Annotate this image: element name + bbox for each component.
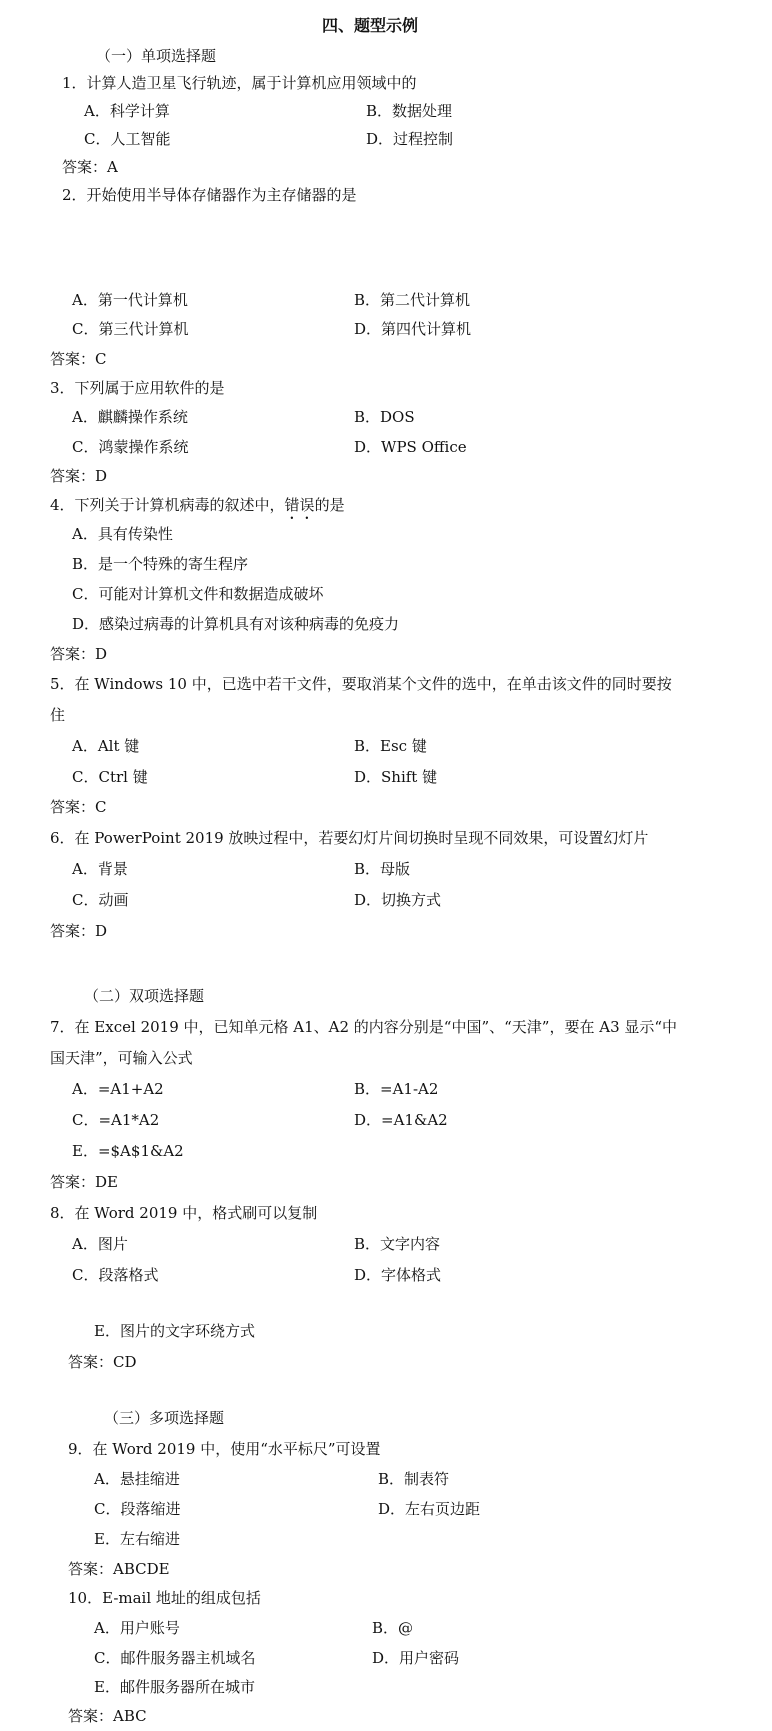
option: B．DOS [354, 408, 415, 426]
answer: 答案：D [50, 645, 108, 663]
option: D．用户密码 [372, 1649, 460, 1667]
option: B．是一个特殊的寄生程序 [72, 555, 249, 573]
section-heading: （一）单项选择题 [96, 47, 217, 65]
option: A．=A1+A2 [72, 1080, 164, 1098]
option: B．文字内容 [354, 1235, 441, 1253]
option: D．切换方式 [354, 891, 442, 909]
question-stem: 2．开始使用半导体存储器作为主存储器的是 [62, 186, 357, 204]
option: D．Shift 键 [354, 768, 438, 786]
option: B．母版 [354, 860, 411, 878]
option: D．左右页边距 [378, 1500, 481, 1518]
question-stem: 5．在 Windows 10 中，已选中若干文件，要取消某个文件的选中，在单击该文件的同时要按 [50, 675, 672, 693]
answer: 答案：D [50, 922, 108, 940]
answer: 答案：DE [50, 1173, 118, 1191]
section-heading: （三）多项选择题 [104, 1409, 225, 1427]
option: B．制表符 [378, 1470, 450, 1488]
option: A．麒麟操作系统 [72, 408, 188, 426]
question-stem [50, 495, 345, 523]
question-stem-cont: 国天津”，可输入公式 [50, 1049, 193, 1067]
option: B．@ [372, 1619, 414, 1637]
option: C．邮件服务器主机域名 [94, 1649, 256, 1667]
answer: 答案：C [50, 798, 107, 816]
option: B．第二代计算机 [354, 291, 471, 309]
option: D．感染过病毒的计算机具有对该种病毒的免疫力 [72, 615, 400, 633]
option: A．科学计算 [84, 102, 170, 120]
option: A．图片 [72, 1235, 128, 1253]
question-stem-cont: 住 [50, 706, 66, 724]
option: C．人工智能 [84, 130, 171, 148]
option: A．悬挂缩进 [94, 1470, 180, 1488]
option: E．邮件服务器所在城市 [94, 1678, 255, 1696]
option: B．数据处理 [366, 102, 453, 120]
option: D．=A1&A2 [354, 1111, 448, 1129]
option: A．用户账号 [94, 1619, 180, 1637]
answer: 答案：C [50, 350, 107, 368]
question-stem: 8．在 Word 2019 中，格式刷可以复制 [50, 1204, 318, 1222]
option: E．=$A$1&A2 [72, 1142, 184, 1160]
question-stem: 6．在 PowerPoint 2019 放映过程中，若要幻灯片间切换时呈现不同效果，可设置幻灯片 [50, 829, 649, 847]
option: C．Ctrl 键 [72, 768, 148, 786]
option: C．鸿蒙操作系统 [72, 438, 189, 456]
option: C．段落格式 [72, 1266, 159, 1284]
page-title: 四、题型示例 [322, 16, 419, 35]
option: D．WPS Office [354, 438, 467, 456]
answer: 答案：A [62, 158, 118, 176]
option: C．可能对计算机文件和数据造成破坏 [72, 585, 324, 603]
question-stem: 9．在 Word 2019 中，使用“水平标尺”可设置 [68, 1440, 381, 1458]
section-heading: （二）双项选择题 [84, 987, 205, 1005]
option: C．=A1*A2 [72, 1111, 160, 1129]
answer: 答案：ABC [68, 1707, 147, 1725]
stem-text: 的是 [314, 496, 345, 514]
option: A．第一代计算机 [72, 291, 188, 309]
option: A．Alt 键 [72, 737, 140, 755]
option: B．Esc 键 [354, 737, 427, 755]
option: C．第三代计算机 [72, 320, 189, 338]
option: D．字体格式 [354, 1266, 442, 1284]
option: E．图片的文字环绕方式 [94, 1322, 255, 1340]
stem-text: 4．下列关于计算机病毒的叙述中， [50, 496, 285, 514]
question-stem: 7．在 Excel 2019 中，已知单元格 A1、A2 的内容分别是“中国”、“天津”，要在 A3 显示“中 [50, 1018, 678, 1036]
question-stem: 10．E-mail 地址的组成包括 [68, 1589, 261, 1607]
option: A．具有传染性 [72, 525, 173, 543]
option: A．背景 [72, 860, 128, 878]
option: D．第四代计算机 [354, 320, 472, 338]
question-stem: 1．计算人造卫星飞行轨迹，属于计算机应用领域中的 [62, 74, 417, 92]
answer: 答案：ABCDE [68, 1560, 170, 1578]
question-stem: 3．下列属于应用软件的是 [50, 379, 225, 397]
option: B．=A1-A2 [354, 1080, 439, 1098]
answer: 答案：CD [68, 1353, 137, 1371]
option: E．左右缩进 [94, 1530, 180, 1548]
option: C．段落缩进 [94, 1500, 181, 1518]
option: C．动画 [72, 891, 129, 909]
option: D．过程控制 [366, 130, 454, 148]
emphasis-text: 错误 [284, 496, 315, 514]
answer: 答案：D [50, 467, 108, 485]
